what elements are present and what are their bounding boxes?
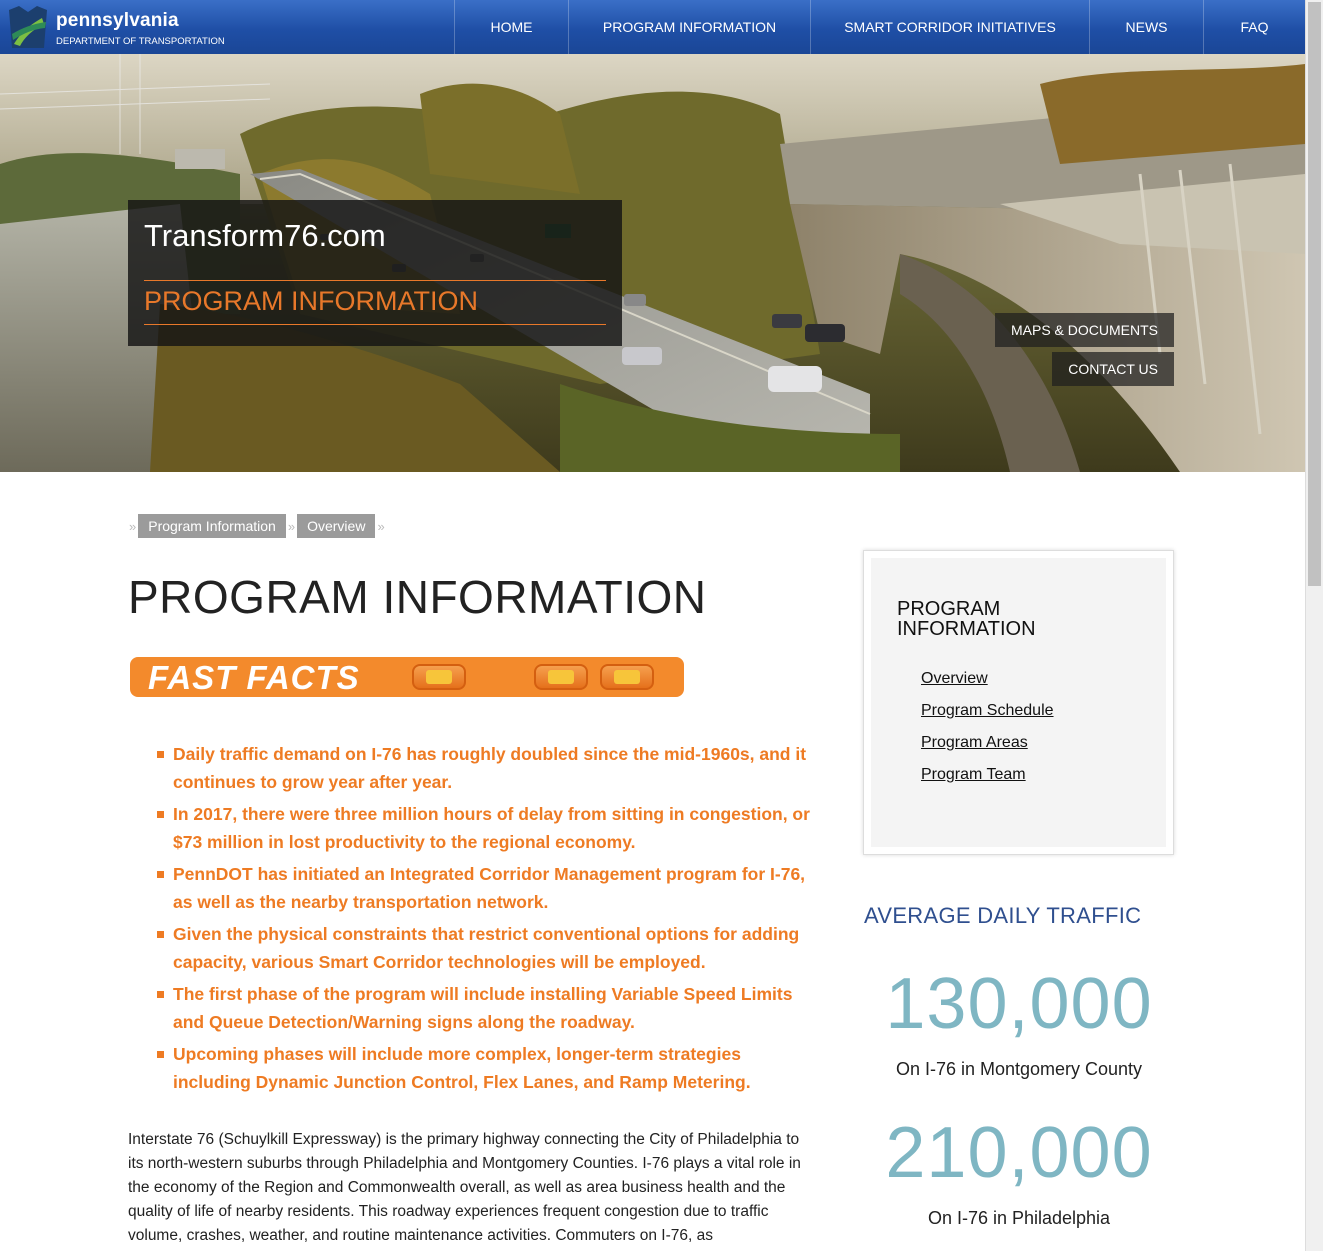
hero-title-box <box>128 200 622 346</box>
sidebar-menu <box>863 550 1174 855</box>
sidebar-title: PROGRAM INFORMATION <box>897 598 1036 640</box>
scrollbar-thumb[interactable] <box>1308 2 1321 586</box>
contact-us-button[interactable]: CONTACT US <box>1052 352 1174 386</box>
fast-fact-item: The first phase of the program will include installing Variable Speed Limits and Queue Detection/Warning signs along the roadway. <box>155 980 815 1036</box>
page-title: PROGRAM INFORMATION <box>128 571 707 623</box>
sidebar-link-overview[interactable]: Overview <box>921 670 988 687</box>
hero-section-title: PROGRAM INFORMATION <box>144 286 478 316</box>
fast-facts-label: FAST FACTS <box>148 659 360 696</box>
car-icon <box>600 664 654 690</box>
sidebar-link-program-areas[interactable]: Program Areas <box>921 734 1028 751</box>
fast-fact-item: In 2017, there were three million hours of delay from sitting in congestion, or $73 million in lost productivity to the regional economy. <box>155 800 815 856</box>
logo-name: pennsylvania <box>56 10 179 31</box>
car-icon <box>412 664 466 690</box>
breadcrumb-overview[interactable]: Overview <box>297 514 375 538</box>
hero-divider-top <box>144 280 606 281</box>
traffic-stat-value: 210,000 <box>885 1113 1153 1193</box>
nav-faq[interactable]: FAQ <box>1203 0 1305 54</box>
maps-documents-button[interactable]: MAPS & DOCUMENTS <box>995 313 1174 347</box>
nav-program-information[interactable]: PROGRAM INFORMATION <box>568 0 810 54</box>
main-nav <box>454 0 1305 54</box>
traffic-stat-caption: On I-76 in Philadelphia <box>927 1208 1111 1228</box>
breadcrumb-separator-icon: » <box>287 518 296 534</box>
fast-facts-list <box>155 740 815 1100</box>
breadcrumb-program-information[interactable]: Program Information <box>138 514 286 538</box>
breadcrumb-separator-icon: » <box>129 518 137 534</box>
nav-home[interactable]: HOME <box>454 0 568 54</box>
breadcrumb-separator-icon: » <box>377 518 385 534</box>
fast-fact-item: Upcoming phases will include more complex, longer-term strategies including Dynamic Junction Control, Flex Lanes, and Ramp Metering. <box>155 1040 815 1096</box>
nav-news[interactable]: NEWS <box>1089 0 1203 54</box>
sidebar-link-program-team[interactable]: Program Team <box>921 766 1026 783</box>
top-navbar <box>0 0 1305 55</box>
hero-banner <box>0 54 1305 472</box>
penndot-logo[interactable] <box>6 4 266 50</box>
car-icon <box>534 664 588 690</box>
hero-site-name: Transform76.com <box>144 218 386 253</box>
nav-smart-corridor-initiatives[interactable]: SMART CORRIDOR INITIATIVES <box>810 0 1089 54</box>
average-daily-traffic-title: AVERAGE DAILY TRAFFIC <box>864 903 1142 928</box>
traffic-stat-value: 130,000 <box>885 964 1153 1044</box>
keystone-logo-icon <box>6 4 50 50</box>
hero-divider-bottom <box>144 324 606 325</box>
traffic-stat-caption: On I-76 in Montgomery County <box>895 1059 1143 1079</box>
logo-department: DEPARTMENT OF TRANSPORTATION <box>56 36 225 47</box>
page-scrollbar[interactable] <box>1305 0 1323 1251</box>
breadcrumb <box>128 514 386 538</box>
sidebar-menu-panel <box>871 558 1166 847</box>
fast-facts-banner <box>130 657 684 697</box>
sidebar-links <box>921 670 1054 798</box>
fast-fact-item: Daily traffic demand on I-76 has roughly doubled since the mid-1960s, and it continues to grow year after year. <box>155 740 815 796</box>
intro-paragraph: Interstate 76 (Schuylkill Expressway) is the primary highway connecting the City of Philadelphia to its north-western suburbs through Philadelphia and Montgomery Counties. I-76 plays a vital role in the economy of the Region and Commonwealth overall, as well as area business health and the quality of life of nearby residents. This roadway experiences frequent congestion due to traffic volume, crashes, weather, and routine maintenance activities. Commuters on I-76, as <box>128 1131 801 1244</box>
sidebar-link-program-schedule[interactable]: Program Schedule <box>921 702 1054 719</box>
fast-fact-item: PennDOT has initiated an Integrated Corridor Management program for I-76, as well as the nearby transportation network. <box>155 860 815 916</box>
fast-fact-item: Given the physical constraints that restrict conventional options for adding capacity, various Smart Corridor technologies will be employed. <box>155 920 815 976</box>
